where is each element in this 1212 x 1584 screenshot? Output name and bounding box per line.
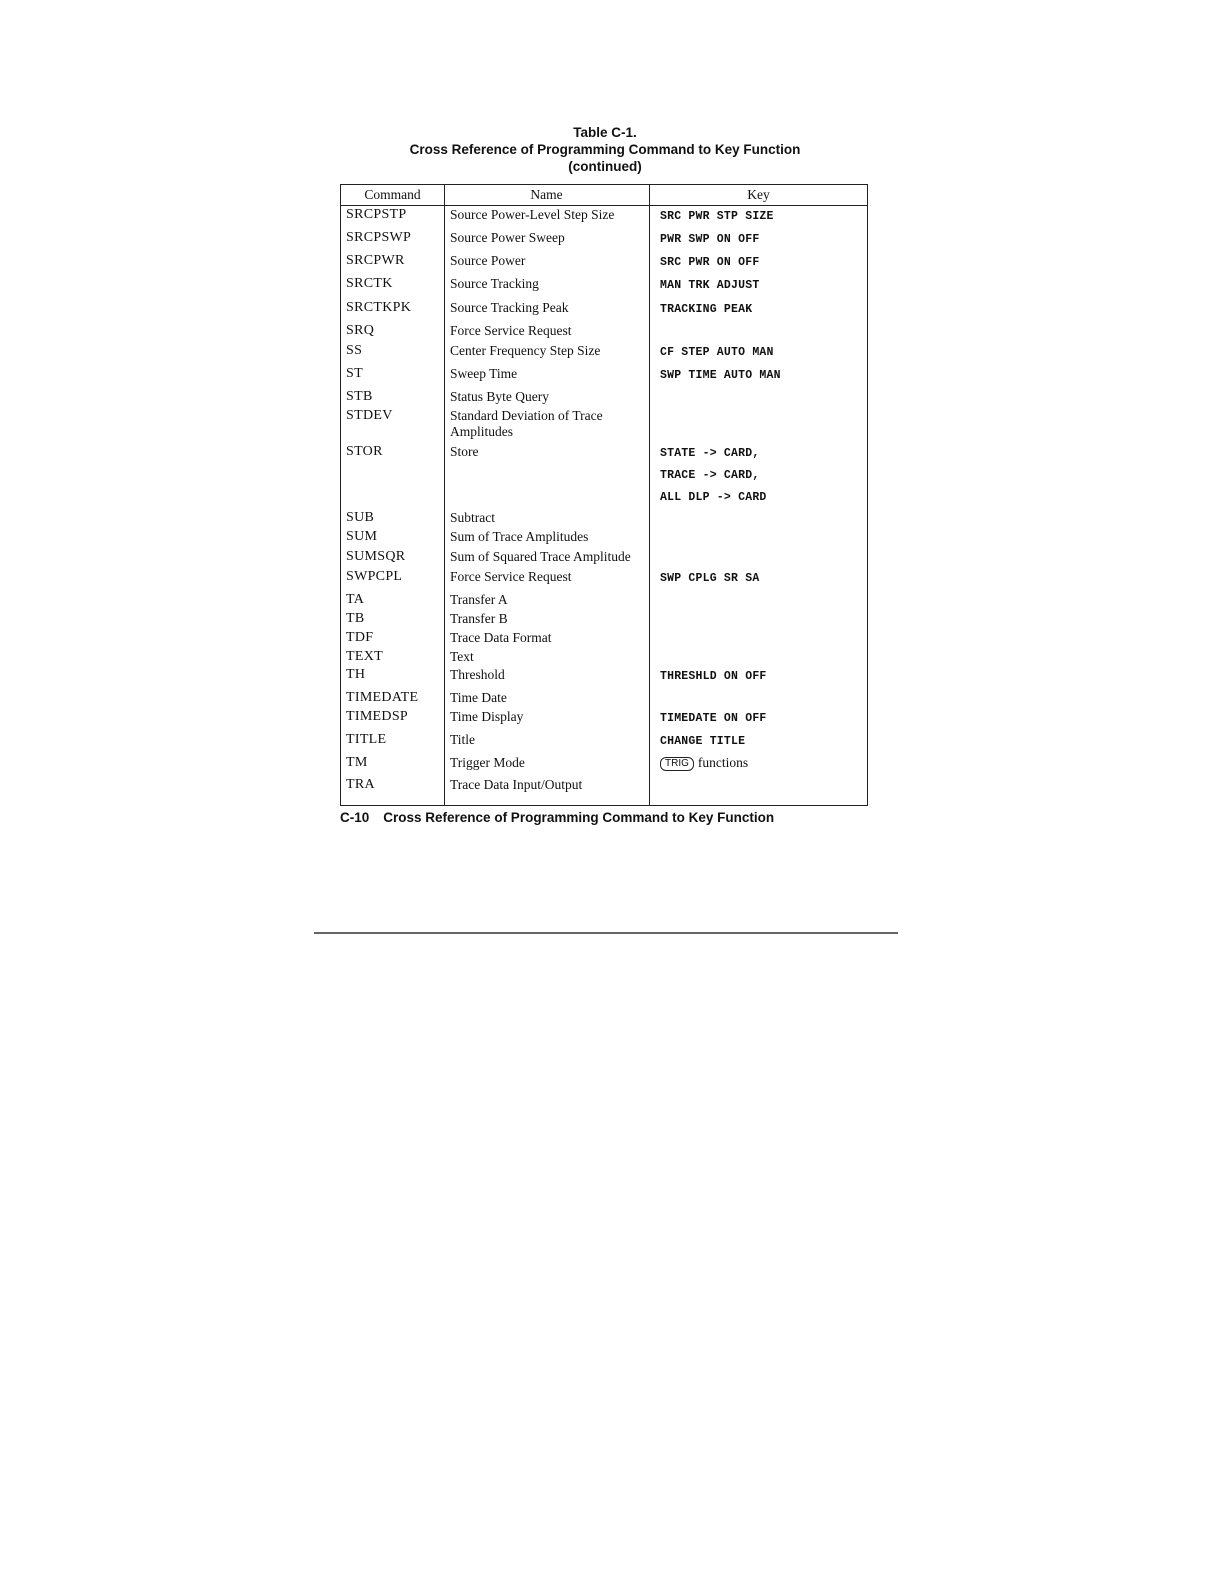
command-cell: TH [346,667,366,682]
caption-line-2: Cross Reference of Programming Command to Key Function [409,142,801,157]
name-cell: Source Power Sweep [450,230,565,245]
key-cell: THRESHLD ON OFF [660,670,767,683]
command-cell: SRQ [346,323,375,338]
name-cell: Subtract [450,510,495,525]
command-cell: SUB [346,510,375,525]
caption-line-3: (continued) [568,159,642,174]
key-cell: TIMEDATE ON OFF [660,712,767,725]
command-cell: TIMEDATE [346,690,419,705]
command-cell: SUMSQR [346,549,406,564]
name-cell: Time Display [450,709,524,724]
name-cell: Sum of Squared Trace Amplitude [450,549,631,564]
header-command: Command [364,187,421,202]
cross-reference-table [340,184,868,806]
command-cell: TIMEDSP [346,709,408,724]
command-cell: SRCTKPK [346,300,412,315]
key-cell: SRC PWR STP SIZE [660,210,774,223]
name-cell: Threshold [450,667,505,682]
command-cell: SWPCPL [346,569,403,584]
key-cell: SWP TIME AUTO MAN [660,369,781,382]
footer-title: Cross Reference of Programming Command to Key Function [383,810,775,825]
command-cell: SRCPWR [346,253,405,268]
command-cell: TEXT [346,649,383,664]
name-cell: Center Frequency Step Size [450,343,601,358]
name-cell: Source Power-Level Step Size [450,207,615,222]
name-cell: Trigger Mode [450,755,525,770]
name-cell: Trace Data Input/Output [450,777,583,792]
key-cell: MAN TRK ADJUST [660,279,760,292]
name-cell: Source Power [450,253,526,268]
name-cell-continued: Amplitudes [450,424,513,439]
command-cell: TDF [346,630,374,645]
bottom-rule [314,932,898,934]
name-cell: Store [450,444,479,459]
key-cell: CHANGE TITLE [660,735,746,748]
name-cell: Transfer B [450,611,508,626]
name-cell: Sweep Time [450,366,518,381]
header-name: Name [530,187,563,202]
header-key: Key [747,187,770,202]
column-divider [649,185,650,805]
command-cell: ST [346,366,363,381]
name-cell: Trace Data Format [450,630,552,645]
table-caption [340,124,870,175]
key-functions-text: functions [697,755,749,770]
command-cell: SRCPSTP [346,207,407,222]
command-cell: SUM [346,529,378,544]
column-divider [444,185,445,805]
command-cell: STB [346,389,373,404]
name-cell: Text [450,649,474,664]
key-cell: SRC PWR ON OFF [660,256,760,269]
key-cell: SWP CPLG SR SA [660,572,760,585]
command-cell: STOR [346,444,383,459]
key-cell: CF STEP AUTO MAN [660,346,774,359]
name-cell: Sum of Trace Amplitudes [450,529,589,544]
page-footer [340,810,774,825]
key-cell: STATE -> CARD, [660,447,760,460]
key-cell: PWR SWP ON OFF [660,233,760,246]
command-cell: SS [346,343,363,358]
command-cell: TM [346,755,368,770]
command-cell: SRCPSWP [346,230,412,245]
command-cell: TITLE [346,732,387,747]
command-cell: TRA [346,777,375,792]
caption-line-1: Table C-1. [573,125,637,140]
key-cell: TRACE -> CARD, [660,469,760,482]
key-cell [660,755,748,771]
page-number: C-10 [340,810,370,825]
key-cell: ALL DLP -> CARD [660,491,767,504]
name-cell: Time Date [450,690,507,705]
name-cell: Force Service Request [450,569,572,584]
command-cell: TA [346,592,365,607]
name-cell: Source Tracking Peak [450,300,569,315]
command-cell: TB [346,611,365,626]
header-rule [341,205,867,206]
name-cell: Status Byte Query [450,389,549,404]
command-cell: STDEV [346,408,393,423]
name-cell: Source Tracking [450,276,539,291]
trig-keycap-icon: TRIG [660,757,694,771]
name-cell: Transfer A [450,592,508,607]
key-cell: TRACKING PEAK [660,303,753,316]
name-cell: Force Service Request [450,323,572,338]
name-cell: Title [450,732,476,747]
command-cell: SRCTK [346,276,393,291]
name-cell: Standard Deviation of Trace [450,408,603,423]
